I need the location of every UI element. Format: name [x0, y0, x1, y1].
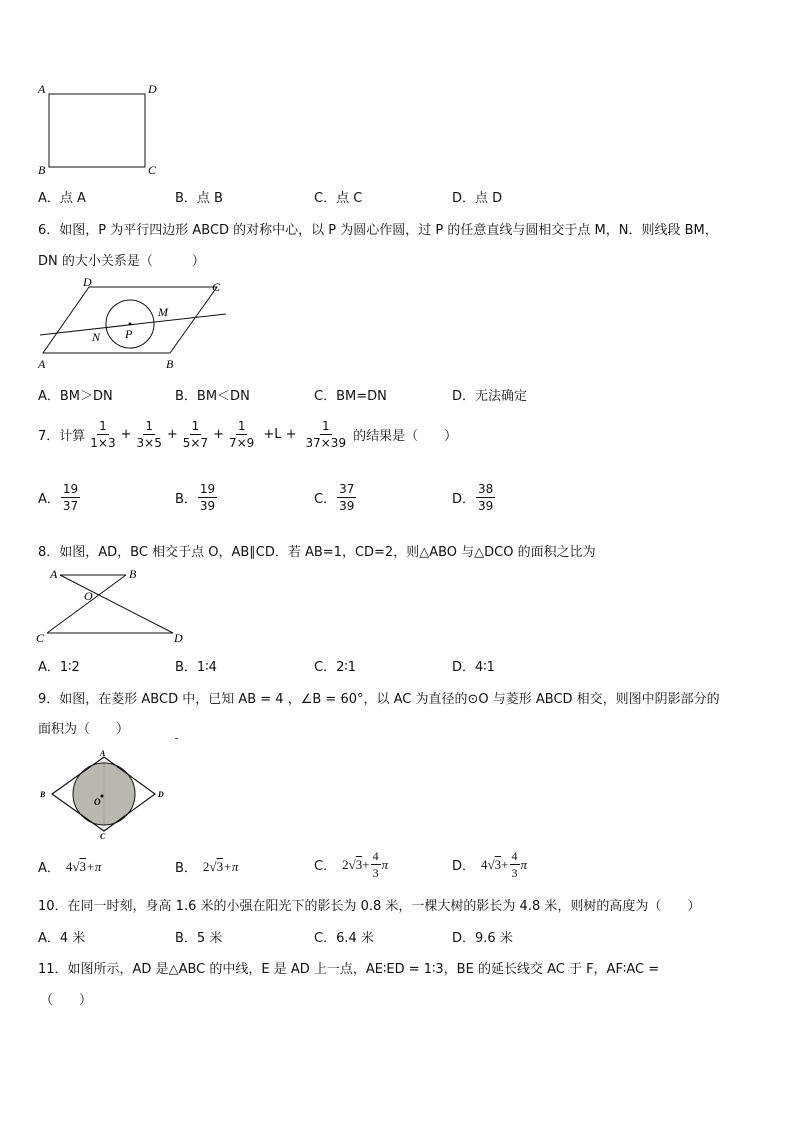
q9-option-d-num: 4 [511, 849, 518, 863]
q7-term-3-num: 1 [191, 419, 200, 433]
q8-stem: 8．如图，AD，BC 相交于点 O，AB∥CD．若 AB=1，CD=2，则△ABO 与△DCO 的面积之比为 [38, 545, 596, 560]
q9-option-a-radicand: 3 [79, 858, 87, 874]
q8-label-a: A [50, 567, 58, 581]
q7-option-c-den: 39 [339, 499, 355, 513]
q7-option-d-num: 38 [478, 482, 494, 496]
q7-option-a-frac [61, 483, 80, 512]
q6-stem-line2: DN 的大小关系是（ ） [38, 254, 205, 269]
q6-label-m: M [158, 305, 168, 319]
q6-label-a: A [38, 357, 46, 371]
q7-suffix: 的结果是（ ） [353, 429, 458, 444]
q7-option-d-den: 39 [478, 499, 494, 513]
q9-option-c-pi: π [381, 856, 389, 872]
q7-option-b-label: B． [175, 492, 197, 507]
q8-label-b: B [129, 567, 137, 581]
q9-option-d-radicand: 3 [494, 856, 502, 872]
q7-option-c[interactable] [314, 483, 357, 512]
q8-label-o: O [84, 589, 93, 603]
q9-option-d-coef: 4 [481, 856, 488, 872]
q8-option-d[interactable]: D．4∶1 [452, 660, 495, 675]
q9-option-b[interactable] [175, 857, 238, 876]
q9-stem-line1: 9．如图，在菱形 ABCD 中，已知 AB = 4 ，∠B = 60°，以 AC 为直径的⊙O 与菱形 ABCD 相交，则图中阴影部分的 [38, 692, 720, 707]
q7-option-a-num: 19 [62, 482, 79, 496]
q7-ellipsis: +L + [263, 427, 297, 442]
q6-center-dot [129, 323, 132, 326]
q9-option-c-coef: 2 [342, 856, 349, 872]
q7-option-d[interactable] [452, 483, 496, 512]
q7-option-b[interactable] [175, 483, 218, 512]
q11-stem-line1: 11．如图所示，AD 是△ABC 的中线，E 是 AD 上一点，AE∶ED = 1∶3，BE 的延长线交 AC 于 F，AF∶AC = [38, 962, 660, 977]
q5-label-b: B [38, 163, 46, 177]
q7-last-term [303, 420, 348, 449]
q7-term-3 [181, 420, 210, 449]
q9-rhombus-circle-figure [34, 748, 174, 840]
q7-option-b-den: 39 [199, 499, 216, 513]
q7-term-2-num: 1 [145, 419, 153, 433]
q7-term-1 [88, 420, 117, 449]
q9-option-c-radicand: 3 [355, 856, 363, 872]
q9-option-d-frac [510, 850, 520, 879]
q9-option-c-plus: + [362, 856, 370, 872]
q8-label-d: D [174, 631, 183, 645]
q9-center-dot [101, 795, 104, 798]
q5-option-b[interactable]: B．点 B [175, 191, 223, 206]
q9-label-o: O [94, 797, 101, 807]
q5-label-c: C [148, 163, 157, 177]
q7-last-den: 37×39 [305, 436, 347, 450]
q6-option-c[interactable]: C．BM=DN [314, 389, 387, 404]
q7-term-2 [135, 420, 164, 449]
q7-option-d-frac [476, 483, 495, 512]
q6-label-b: B [166, 357, 174, 371]
q7-option-a[interactable] [38, 483, 81, 512]
q5-option-a[interactable]: A．点 A [38, 191, 86, 206]
q10-option-d[interactable]: D．9.6 米 [452, 931, 513, 946]
q8-segment-ad [60, 575, 173, 633]
q7-term-2-den: 3×5 [136, 436, 162, 450]
q10-option-b[interactable]: B．5 米 [175, 931, 223, 946]
q9-stem-line2: 面积为（ ） [38, 722, 130, 737]
q6-option-b[interactable]: B．BM＜DN [175, 389, 250, 404]
q9-label-c: C [100, 832, 106, 840]
q6-label-c: C [212, 280, 221, 294]
q9-option-c-sqrt: √3 [348, 856, 363, 872]
q7-last-num: 1 [321, 419, 330, 433]
q5-rectangle [49, 94, 145, 167]
q9-stray-mark [175, 738, 178, 739]
q5-label-a: A [38, 82, 46, 96]
q7-term-1-den: 1×3 [90, 436, 116, 450]
q7-term-4-num: 1 [237, 419, 246, 433]
q9-option-b-coef: 2 [202, 858, 210, 874]
q7-option-a-den: 37 [62, 499, 79, 513]
q9-option-a-label: A． [38, 861, 60, 876]
q7-plus-2: + [166, 427, 178, 442]
q9-option-d[interactable] [452, 850, 527, 879]
q9-option-a-coef: 4 [65, 858, 73, 874]
q7-plus-3: + [213, 427, 224, 442]
q9-label-d: D [158, 790, 164, 799]
q11-stem-line2: （ ） [40, 993, 93, 1008]
q9-option-c-label: C． [314, 859, 337, 874]
q7-plus-1: + [120, 427, 132, 442]
q8-bowtie-figure [30, 566, 190, 648]
q6-parallelogram-figure [30, 276, 235, 374]
q9-option-a-rest: +π [86, 858, 102, 874]
q9-option-d-pi: π [520, 856, 528, 872]
q8-option-c[interactable]: C．2∶1 [314, 660, 357, 675]
q6-parallelogram [43, 287, 217, 353]
q9-option-d-sqrt: √3 [487, 856, 502, 872]
q8-label-c: C [36, 631, 45, 645]
q7-option-c-num: 37 [339, 482, 355, 496]
q9-option-b-rest: +π [223, 858, 239, 874]
q7-option-c-label: C． [314, 492, 337, 507]
q9-option-d-plus: + [501, 856, 509, 872]
q7-option-d-label: D． [452, 492, 476, 507]
q7-stem [38, 420, 457, 449]
q9-option-c-frac [371, 850, 381, 879]
q9-option-c[interactable] [314, 850, 388, 879]
q7-term-4-den: 7×9 [228, 436, 255, 450]
q8-option-b[interactable]: B．1∶4 [175, 660, 217, 675]
q9-option-d-den: 3 [511, 866, 518, 880]
q10-option-c[interactable]: C．6.4 米 [314, 931, 374, 946]
q7-option-c-frac [337, 483, 356, 512]
q7-option-b-frac [198, 483, 217, 512]
q9-label-a: A [100, 749, 106, 758]
q9-option-a[interactable] [38, 857, 101, 876]
q9-option-a-sqrt: √3 [72, 858, 87, 874]
q9-option-b-label: B． [175, 861, 197, 876]
q9-option-d-label: D． [452, 859, 476, 874]
q9-label-b: B [40, 790, 46, 799]
q7-term-3-den: 5×7 [182, 436, 209, 450]
q9-option-c-num: 4 [372, 849, 379, 863]
q8-segment-bc [47, 575, 126, 633]
q7-prefix: 7．计算 [38, 429, 86, 444]
q6-option-a[interactable]: A．BM＞DN [38, 389, 113, 404]
q5-label-d: D [148, 82, 157, 96]
q6-stem-line1: 6．如图，P 为平行四边形 ABCD 的对称中心，以 P 为圆心作圆，过 P 的任意直线与圆相交于点 M，N．则线段 BM， [38, 223, 718, 238]
q5-option-c[interactable]: C．点 C [314, 191, 363, 206]
q7-option-b-num: 19 [199, 482, 216, 496]
q6-label-p: P [125, 327, 133, 341]
q5-option-d[interactable]: D．点 D [452, 191, 503, 206]
q10-option-a[interactable]: A．4 米 [38, 931, 86, 946]
q6-label-n: N [92, 330, 101, 344]
q7-term-1-num: 1 [99, 419, 107, 433]
q9-option-c-den: 3 [372, 866, 379, 880]
q9-option-b-radicand: 3 [216, 858, 224, 874]
q10-stem: 10．在同一时刻，身高 1.6 米的小强在阳光下的影长为 0.8 米，一棵大树的影长为 4.8 米，则树的高度为（ ） [38, 899, 701, 914]
q6-option-d[interactable]: D．无法确定 [452, 389, 528, 404]
q6-label-d: D [83, 276, 92, 289]
q7-term-4 [227, 420, 256, 449]
q5-rectangle-figure [30, 78, 170, 178]
q8-option-a[interactable]: A．1∶2 [38, 660, 80, 675]
q7-option-a-label: A． [38, 492, 60, 507]
q9-option-b-sqrt: √3 [209, 858, 224, 874]
